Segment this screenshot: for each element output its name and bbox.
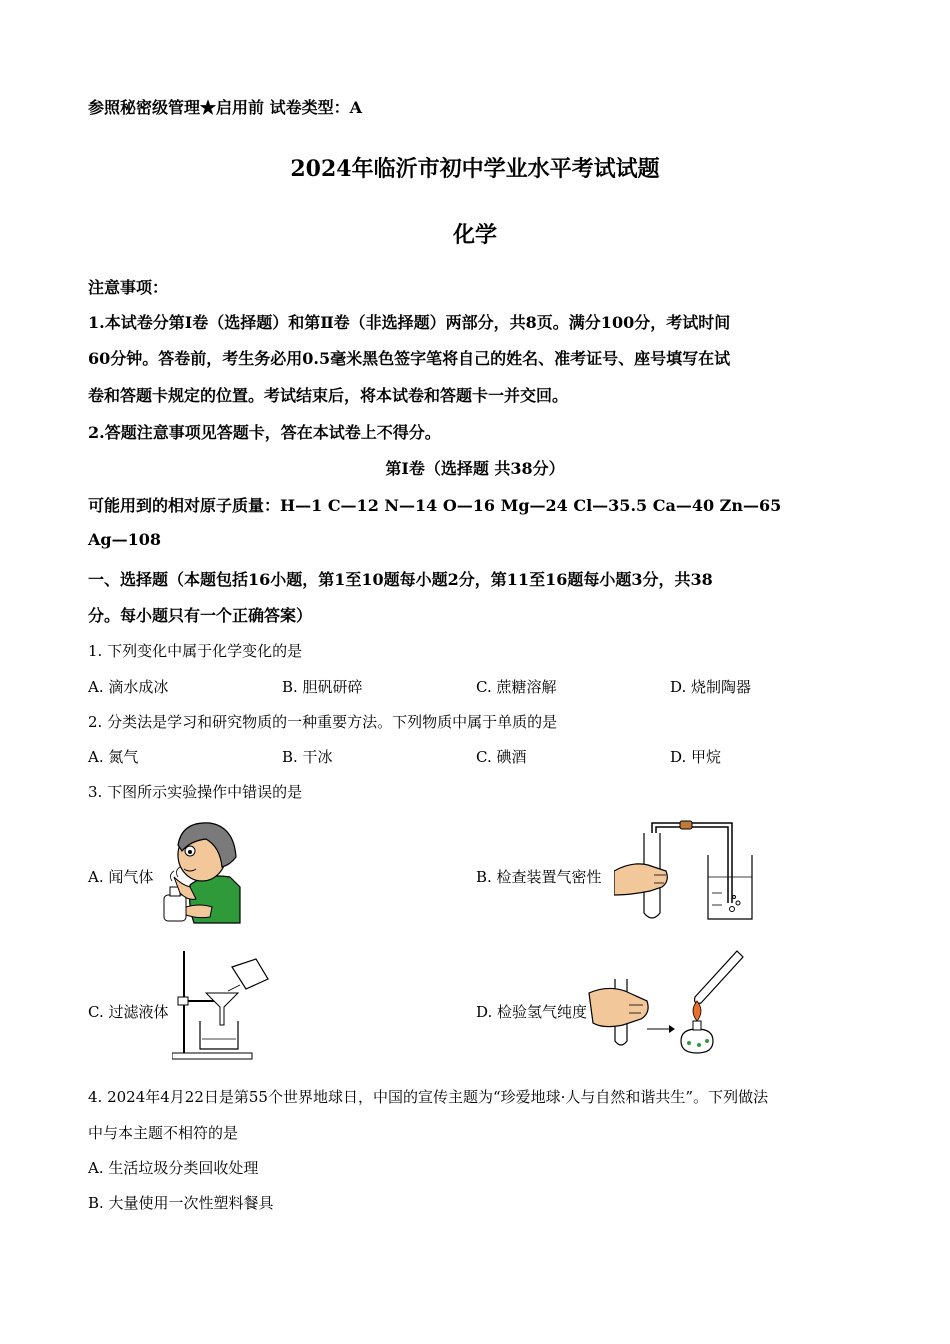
- notice-line-1: 1.本试卷分第Ⅰ卷（选择题）和第Ⅱ卷（非选择题）两部分，共8页。满分100分，考试时间: [88, 313, 731, 332]
- smelling-gas-illustration: [160, 815, 242, 925]
- notice-line-2: 60分钟。答卷前，考生务必用0.5毫米黑色签字笔将自己的姓名、准考证号、座号填写在试: [88, 349, 731, 368]
- exam-title: 2024年临沂市初中学业水平考试试题: [290, 156, 660, 182]
- section-line-2: 分。每小题只有一个正确答案）: [88, 606, 313, 625]
- question-2-option-a: A. 氮气: [88, 748, 139, 766]
- part1-title: 第Ⅰ卷（选择题 共38分）: [385, 459, 565, 478]
- question-4-stem-line-2: 中与本主题不相符的是: [88, 1124, 239, 1142]
- question-1-stem: 1. 下列变化中属于化学变化的是: [88, 642, 303, 660]
- airtightness-check-illustration: [614, 815, 756, 925]
- atomic-mass-line-2: Ag—108: [88, 530, 161, 549]
- question-3-stem: 3. 下图所示实验操作中错误的是: [88, 783, 303, 801]
- section-line-1: 一、选择题（本题包括16小题，第1至10题每小题2分，第11至16题每小题3分，共38: [88, 570, 713, 589]
- notice-heading: 注意事项：: [88, 278, 169, 297]
- question-3-option-a: A. 闻气体: [88, 868, 154, 886]
- question-2-option-b: B. 干冰: [282, 748, 333, 766]
- confidential-line: 参照秘密级管理★启用前 试卷类型：A: [88, 98, 362, 117]
- notice-line-4: 2.答题注意事项见答题卡，答在本试卷上不得分。: [88, 423, 441, 442]
- atomic-mass-line-1: 可能用到的相对原子质量：H—1 C—12 N—14 O—16 Mg—24 Cl—35.5 Ca—40 Zn—65: [88, 496, 782, 515]
- question-4-stem-line-1: 4. 2024年4月22日是第55个世界地球日，中国的宣传主题为“珍爱地球·人与自然和谐共生”。下列做法: [88, 1088, 769, 1106]
- question-4-option-b: B. 大量使用一次性塑料餐具: [88, 1194, 274, 1212]
- question-1-option-c: C. 蔗糖溶解: [476, 678, 557, 696]
- question-1-option-d: D. 烧制陶器: [670, 678, 752, 696]
- question-3-option-b: B. 检查装置气密性: [476, 868, 602, 886]
- hydrogen-purity-test-illustration: [585, 945, 745, 1060]
- question-3-option-d: D. 检验氢气纯度: [476, 1003, 588, 1021]
- question-2-option-c: C. 碘酒: [476, 748, 527, 766]
- question-1-option-a: A. 滴水成冰: [88, 678, 169, 696]
- filtration-illustration: [172, 945, 272, 1060]
- question-2-stem: 2. 分类法是学习和研究物质的一种重要方法。下列物质中属于单质的是: [88, 713, 558, 731]
- question-2-option-d: D. 甲烷: [670, 748, 722, 766]
- notice-line-3: 卷和答题卡规定的位置。考试结束后，将本试卷和答题卡一并交回。: [88, 386, 569, 405]
- subject-title: 化学: [452, 222, 497, 248]
- question-1-option-b: B. 胆矾研碎: [282, 678, 363, 696]
- question-4-option-a: A. 生活垃圾分类回收处理: [88, 1159, 259, 1177]
- question-3-option-c: C. 过滤液体: [88, 1003, 169, 1021]
